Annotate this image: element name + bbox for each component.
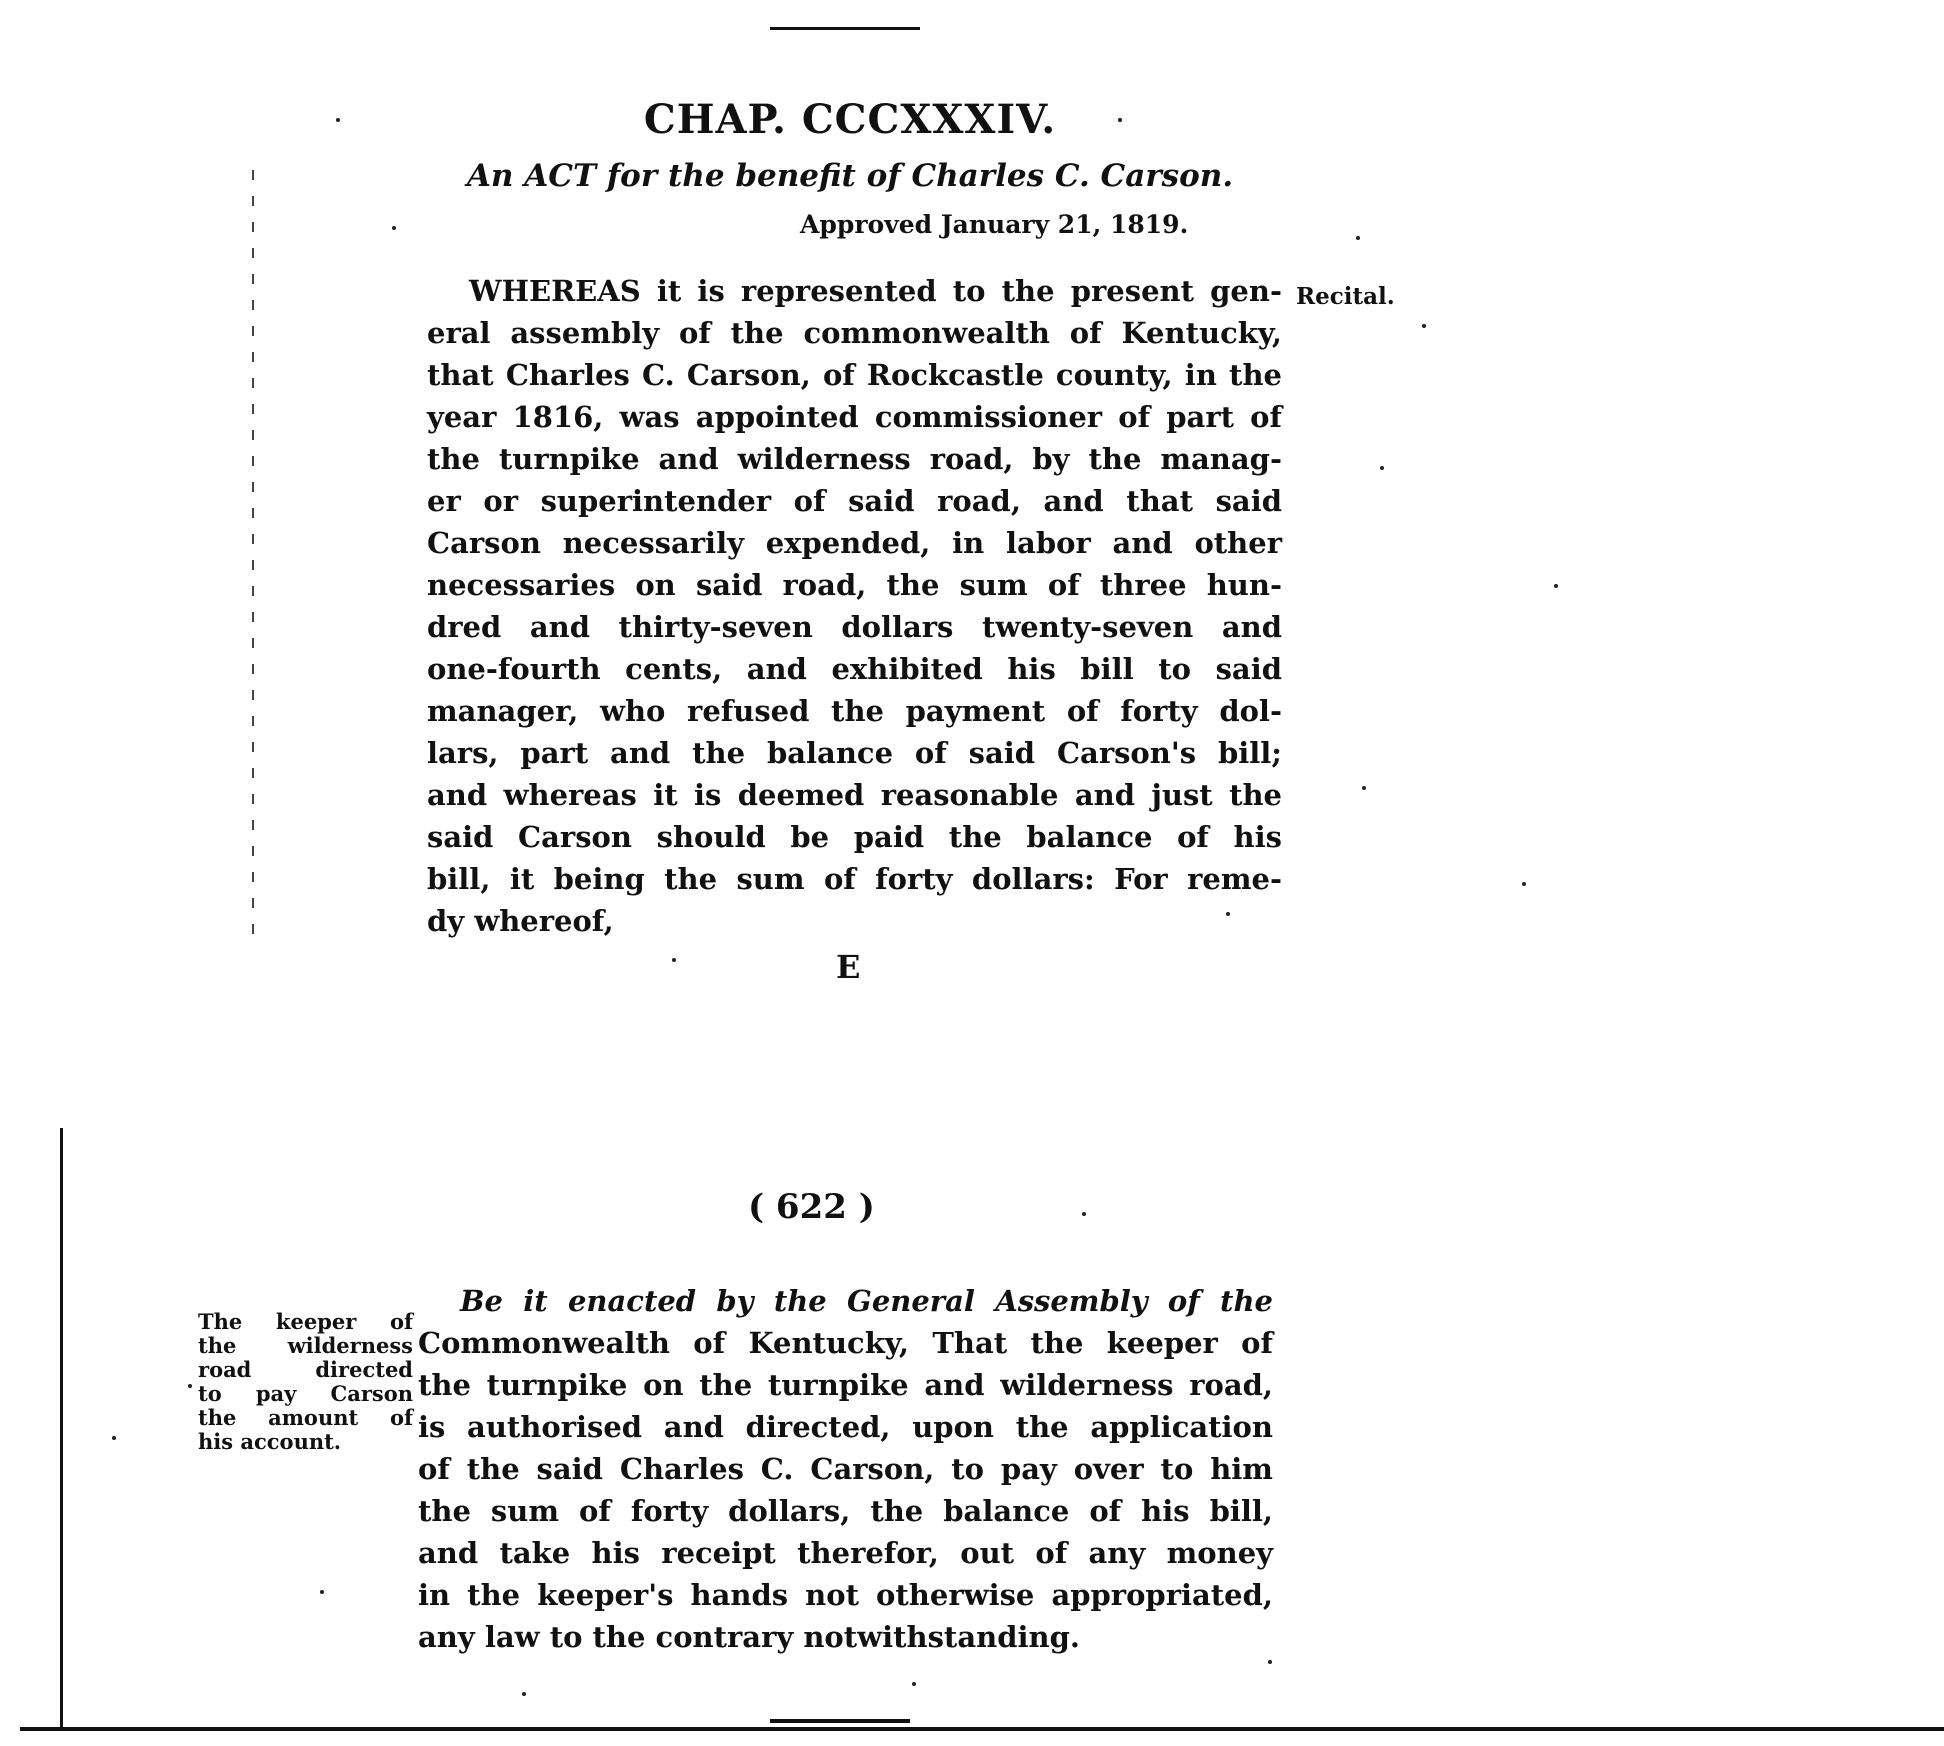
text-line: Commonwealth of Kentucky, That the keeper of [418,1326,1273,1360]
page-number: ( 622 ) [748,1187,875,1227]
text-line: is authorised and directed, upon the application [418,1410,1273,1444]
text-line: er or superintender of said road, and that said [427,484,1282,518]
margin-note-keeper [198,1310,413,1454]
approved-date: Approved January 21, 1819. [800,210,1189,239]
text-line: said Carson should be paid the balance of his [427,820,1282,854]
margin-note-line: road directed [198,1357,413,1382]
bottom-rule [20,1727,1944,1731]
text-line: necessaries on said road, the sum of three hun- [427,568,1282,602]
margin-note-line: the wilderness [198,1333,413,1358]
top-rule [770,27,920,30]
scan-speck [1082,1212,1086,1216]
text-line: and take his receipt therefor, out of any money [418,1536,1273,1570]
chapter-heading: CHAP. CCCXXXIV. [643,96,1057,143]
text-line: the sum of forty dollars, the balance of his bill, [418,1494,1273,1528]
act-title: An ACT for the benefit of Charles C. Carson. [466,158,1234,194]
scan-speck [1554,584,1558,588]
scan-speck [392,226,396,230]
margin-note-line: the amount of [198,1405,413,1430]
text-line: of the said Charles C. Carson, to pay over to him [418,1452,1273,1486]
enactment-text [418,1280,1273,1658]
text-line: year 1816, was appointed commissioner of part of [427,400,1282,434]
scan-speck [112,1436,116,1440]
text-line: lars, part and the balance of said Carson's bill; [427,736,1282,770]
bottom-center-rule [770,1719,910,1723]
text-line: the turnpike and wilderness road, by the manag- [427,442,1282,476]
margin-label-recital: Recital. [1296,283,1395,310]
text-line: manager, who refused the payment of forty dol- [427,694,1282,728]
scan-speck [912,1682,916,1686]
text-line: dy whereof, [427,904,614,938]
margin-note-line: The keeper of [198,1309,413,1334]
scan-speck [1522,882,1526,886]
text-line: WHEREAS it is represented to the present gen- [469,274,1282,308]
signature-mark: E [836,948,861,986]
scan-speck [522,1692,526,1696]
scan-speck [1268,1660,1272,1664]
margin-note-line: his account. [198,1429,342,1454]
left-edge-dashes [252,170,254,950]
scan-speck [1226,912,1230,916]
recital-text [427,270,1282,942]
left-margin-rule [60,1128,63,1728]
text-line: in the keeper's hands not otherwise appropriated, [418,1578,1273,1612]
scan-speck [1380,466,1384,470]
text-line: the turnpike on the turnpike and wilderness road, [418,1368,1273,1402]
text-line: any law to the contrary notwithstanding. [418,1620,1080,1654]
scan-speck [672,958,676,962]
text-line: and whereas it is deemed reasonable and just the [427,778,1282,812]
text-line: eral assembly of the commonwealth of Kentucky, [427,316,1282,350]
scan-speck [320,1590,324,1594]
text-line: dred and thirty-seven dollars twenty-seven and [427,610,1282,644]
scan-speck [336,118,340,122]
text-line: bill, it being the sum of forty dollars: For reme- [427,862,1282,896]
scan-speck [188,1384,192,1388]
scan-speck [1356,236,1360,240]
scan-speck [1422,324,1426,328]
scan-speck [1362,786,1366,790]
text-line: that Charles C. Carson, of Rockcastle county, in the [427,358,1282,392]
text-line: one-fourth cents, and exhibited his bill to said [427,652,1282,686]
scan-speck [1118,118,1122,122]
margin-note-line: to pay Carson [198,1381,413,1406]
text-line: Carson necessarily expended, in labor and other [427,526,1282,560]
text-line: Be it enacted by the General Assembly of the [460,1284,1273,1318]
